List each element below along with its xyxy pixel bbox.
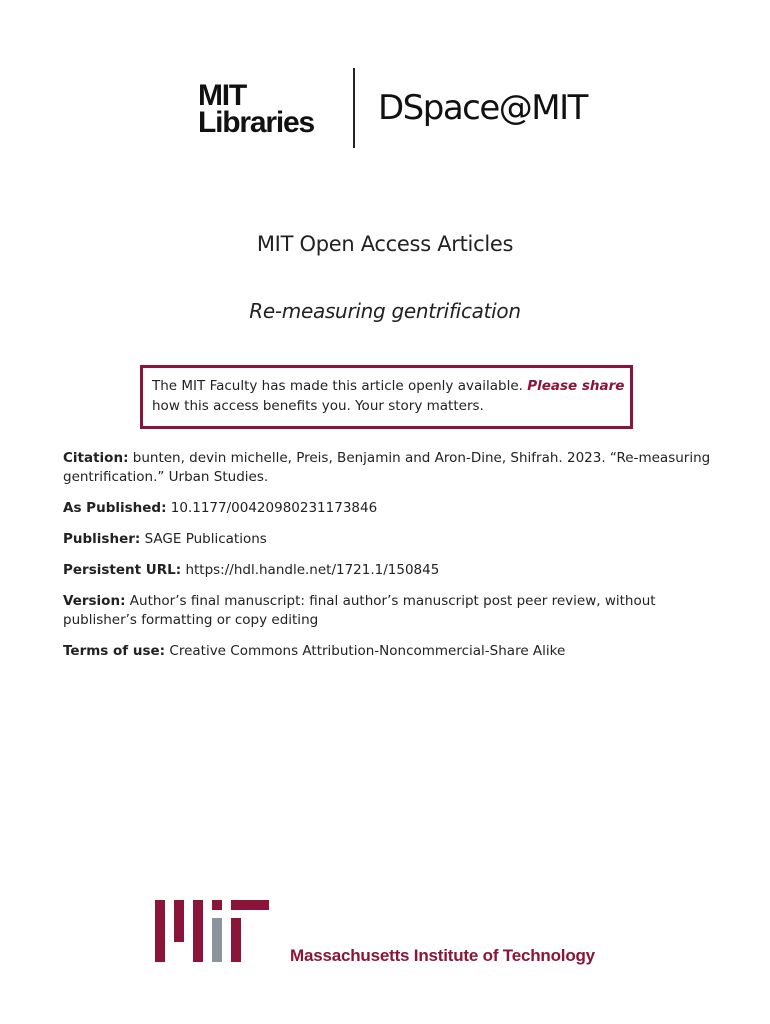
as-published-item	[63, 499, 713, 518]
terms-of-use-item	[63, 642, 713, 661]
institution-name: Massachusetts Institute of Technology	[290, 946, 595, 965]
publisher-item	[63, 530, 713, 549]
terms-of-use-label: Terms of use:	[63, 643, 166, 659]
version-value: Author’s final manuscript: final author’s manuscript post peer review, without publisher’s formatting or copy editing	[63, 593, 656, 628]
version-label: Version:	[63, 593, 126, 609]
persistent-url-label: Persistent URL:	[63, 562, 182, 578]
persistent-url-link[interactable]: https://hdl.handle.net/1721.1/150845	[185, 562, 440, 578]
publisher-label: Publisher:	[63, 531, 141, 547]
as-published-label: As Published:	[63, 500, 167, 516]
logo-libraries-text: Libraries	[198, 106, 314, 139]
share-notice-text: The MIT Faculty has made this article openly available.	[152, 378, 523, 394]
citation-value: bunten, devin michelle, Preis, Benjamin and Aron-Dine, Shifrah. 2023. “Re-measuring gentrification.” Urban Studies.	[63, 450, 711, 485]
mit-logo-icon	[155, 900, 269, 962]
mit-libraries-logo	[198, 79, 314, 139]
metadata-list	[63, 449, 713, 673]
collection-title: MIT Open Access Articles	[256, 232, 514, 256]
dspace-logo: DSpace@MIT	[378, 88, 587, 128]
as-published-value[interactable]: 10.1177/00420980231173846	[170, 500, 378, 516]
publisher-value: SAGE Publications	[144, 531, 267, 547]
mit-footer-logo	[155, 900, 625, 970]
citation-item	[63, 449, 713, 487]
terms-of-use-value[interactable]: Creative Commons Attribution-Noncommercial-Share Alike	[169, 643, 566, 659]
article-title: Re-measuring gentrification	[249, 299, 521, 323]
logo-divider	[353, 68, 355, 148]
citation-label: Citation:	[63, 450, 129, 466]
version-item	[63, 592, 713, 630]
header-logo	[198, 68, 598, 148]
persistent-url-item	[63, 561, 713, 580]
please-share-link[interactable]: Please share	[527, 378, 625, 394]
logo-mit-text: MIT	[198, 79, 247, 112]
share-notice-box	[140, 365, 633, 429]
share-notice-text-2: how this access benefits you. Your story matters.	[152, 398, 484, 414]
